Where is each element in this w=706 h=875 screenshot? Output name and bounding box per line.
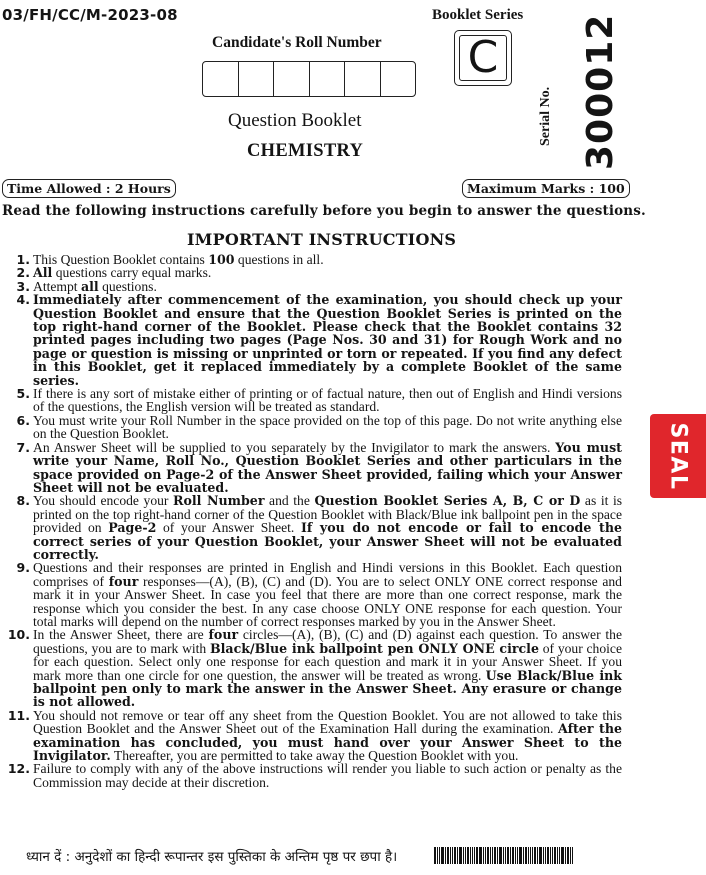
serial-number: 300012 (580, 13, 621, 170)
barcode-bar (539, 847, 542, 864)
barcode-bar (474, 847, 475, 864)
barcode-bar (557, 847, 558, 864)
barcode-bar (472, 847, 473, 864)
barcode-bar (543, 847, 544, 864)
barcode-bar (550, 847, 551, 864)
barcode-bar (517, 847, 518, 864)
barcode-bar (439, 847, 440, 864)
barcode-bar (490, 847, 491, 864)
instruction-text (33, 561, 622, 628)
barcode-bar (552, 847, 553, 864)
instruction-bold-text: Use Black/Blue ink ballpoint pen only to mark the answer in the Answer Sheet. Any erasure or change is not allowed. (33, 667, 622, 710)
barcode-bar (494, 847, 496, 864)
instructions-heading: IMPORTANT INSTRUCTIONS (187, 230, 457, 249)
instruction-plain-text: This Question Booklet contains (33, 252, 209, 267)
barcode-bar (465, 847, 466, 864)
instruction-plain-text: Failure to comply with any of the above instructions will render you liable to such action or penalty as the Commission may decide at their discretion. (33, 761, 622, 790)
barcode-bar (532, 847, 533, 864)
barcode-bar (528, 847, 529, 864)
barcode-bar (554, 847, 556, 864)
barcode-bar (570, 847, 571, 864)
instruction-bold-text: four (108, 573, 139, 589)
barcode-bar (483, 847, 484, 864)
roll-digit-box[interactable] (239, 62, 275, 96)
instruction-bold-text: Immediately after commencement of the examination, you should check up your Question Booklet and ensure that the Question Booklet Series is printed on the top right-hand corner of the Booklet. Please check that the Booklet contains 32 printed pages including two pages (Page Nos. 30 and 31) for Rough Work and no page or question is missing or unprinted or torn or repeated. If you find any defect in this Booklet, get it replaced immediately by a complete Booklet of the same series. (33, 292, 622, 388)
instruction-text (33, 280, 622, 293)
instruction-plain-text: questions in all. (234, 252, 324, 267)
barcode-bar (457, 847, 458, 864)
instructions-list (4, 253, 622, 789)
barcode-bar (525, 847, 527, 864)
maximum-marks: Maximum Marks : 100 (462, 179, 630, 198)
barcode-bar (450, 847, 451, 864)
barcode-bar (515, 847, 516, 864)
instruction-plain-text: questions carry equal marks. (52, 265, 212, 281)
instruction-plain-text: Attempt (33, 278, 81, 294)
barcode-bar (512, 847, 514, 864)
barcode-bar (537, 847, 538, 864)
roll-digit-box[interactable] (274, 62, 310, 96)
instruction-item (4, 414, 622, 441)
roll-digit-box[interactable] (310, 62, 346, 96)
instruction-bold-text: Black/Blue ink ballpoint pen ONLY ONE circle (210, 640, 539, 656)
instruction-plain-text: Questions and their responses are printed in English and Hindi versions in this Booklet. Each question comprises of (33, 560, 622, 589)
instruction-text (33, 293, 622, 387)
instruction-item (4, 280, 622, 293)
barcode-bar (476, 847, 478, 864)
instruction-number: 1. (16, 252, 30, 267)
instruction-plain-text: If there is any sort of mistake either of printing or of factual nature, then out of English and Hindi versions of the questions, the English version will be treated as standard. (33, 386, 622, 415)
barcode-bar (534, 847, 536, 864)
instruction-bold-text: Question Booklet Series A, B, C or D (314, 493, 581, 509)
instruction-text (33, 628, 622, 708)
instruction-bold-text: All (33, 265, 53, 281)
barcode-image (434, 847, 620, 864)
instruction-plain-text: You should not remove or tear off any sheet from the Question Booklet. You are not allowed to take this Question Booklet and the Answer Sheet out of the Examination Hall during the examination. (33, 707, 622, 737)
barcode-bar (463, 847, 464, 864)
barcode-bar (447, 847, 449, 864)
instruction-item (4, 494, 622, 561)
booklet-code: 03/FH/CC/M-2023-08 (2, 6, 178, 24)
barcode-bar (434, 847, 436, 864)
read-instruction: Read the following instructions carefully before you begin to answer the questions. (2, 203, 646, 219)
instruction-bold-text: all (80, 278, 99, 294)
instruction-plain-text: An Answer Sheet will be supplied to you separately by the Invigilator to mark the answers. (33, 439, 556, 455)
barcode-bar (545, 847, 546, 864)
instruction-number: 11. (7, 707, 30, 723)
instruction-item (4, 266, 622, 279)
instruction-number: 10. (7, 627, 30, 643)
instruction-plain-text: In the Answer Sheet, there are (33, 627, 209, 643)
barcode-bar (559, 847, 560, 864)
roll-digit-box[interactable] (203, 62, 239, 96)
instruction-plain-text: and the (264, 493, 315, 509)
barcode-bar (454, 847, 456, 864)
instruction-bold-text: If you do not encode or fail to encode the correct series of your Question Booklet, your Answer Sheet will not be evaluated correctly. (33, 520, 622, 562)
instruction-number: 3. (16, 278, 30, 294)
instruction-plain-text: Thereafter, you are permitted to take away the Question Booklet with you. (110, 748, 519, 764)
barcode-bar (519, 847, 522, 864)
instruction-plain-text: You should encode your (33, 493, 174, 509)
instruction-item (4, 762, 622, 789)
subject-title: CHEMISTRY (247, 141, 364, 161)
barcode-bar (499, 847, 502, 864)
barcode-bar (459, 847, 462, 864)
time-allowed: Time Allowed : 2 Hours (2, 179, 176, 198)
instruction-text (33, 266, 622, 279)
instruction-bold-text: 100 (208, 252, 235, 267)
instruction-item (4, 441, 622, 495)
instruction-item (4, 709, 622, 763)
booklet-series-label: Booklet Series (432, 7, 524, 23)
instruction-bold-text: Page-2 (108, 520, 157, 536)
instruction-number: 2. (16, 265, 30, 281)
barcode-bar (503, 847, 504, 864)
instruction-item (4, 387, 622, 414)
barcode-bar (510, 847, 511, 864)
barcode-bar (567, 847, 569, 864)
instruction-plain-text: as it is printed on the top right-hand corner of the Question Booklet with Black/Blue ink ballpoint pen in the space provided on (33, 493, 623, 536)
roll-number-label: Candidate's Roll Number (212, 34, 382, 51)
instruction-item (4, 293, 622, 387)
instruction-text (33, 387, 622, 414)
barcode-bar (530, 847, 531, 864)
instruction-number: 12. (7, 761, 30, 777)
instruction-text (33, 709, 622, 763)
instruction-plain-text: questions. (98, 278, 157, 294)
instruction-plain-text: responses—(A), (B), (C) and (D). You are to select ONLY ONE correct response and mark it in your Answer Sheet. In case you feel that there are more than one correct response, mark the response which you consider the best. In any case choose ONLY ONE response for each question. Your total marks will depend on the number of correct responses marked by you in the Answer Sheet. (33, 573, 622, 629)
instruction-plain-text: You must write your Roll Number in the space provided on the top of this page. Do not write anything else on the Question Booklet. (33, 412, 622, 442)
barcode-bar (561, 847, 564, 864)
roll-number-boxes[interactable] (202, 61, 416, 97)
instruction-text (33, 762, 622, 789)
series-letter-box (454, 30, 512, 86)
instruction-text (33, 253, 622, 266)
instruction-number: 7. (16, 439, 30, 455)
instruction-plain-text: circles—(A), (B), (C) and (D) against each question. To answer the questions, you are to mark with (33, 627, 623, 656)
instruction-text (33, 441, 622, 495)
barcode-bar (437, 847, 438, 864)
booklet-title: Question Booklet (228, 110, 362, 131)
barcode-bar (523, 847, 524, 864)
roll-digit-box[interactable] (345, 62, 381, 96)
barcode-bar (572, 847, 573, 864)
barcode-bar (547, 847, 549, 864)
barcode-bar (452, 847, 453, 864)
seal-tab[interactable] (650, 414, 706, 498)
barcode-bar (470, 847, 471, 864)
instruction-bold-text: You must write your Name, Roll No., Question Booklet Series and other particulars in the space provided on Page-2 of the Answer Sheet provided, failing which your Answer Sheet will not be evaluated. (33, 439, 622, 495)
barcode-bar (505, 847, 506, 864)
hindi-note: ध्यान दें : अनुदेशों का हिन्दी रूपान्तर इस पुस्तिका के अन्तिम पृष्ठ पर छपा है। (26, 849, 398, 865)
barcode-bar (492, 847, 493, 864)
barcode-bar (507, 847, 509, 864)
instruction-plain-text: of your Answer Sheet. (156, 520, 301, 536)
instruction-bold-text: four (208, 627, 239, 643)
instruction-number: 4. (16, 292, 30, 308)
instruction-item (4, 628, 622, 708)
seal-label: SEAL (665, 422, 691, 490)
instruction-text (33, 494, 622, 561)
instruction-bold-text: After the examination has concluded, you must hand over your Answer Sheet to the Invigilator. (33, 721, 622, 764)
series-letter: C (459, 35, 507, 81)
barcode-bar (487, 847, 489, 864)
barcode-bar (565, 847, 566, 864)
instruction-number: 9. (16, 560, 30, 576)
barcode-bar (479, 847, 482, 864)
instruction-number: 8. (16, 493, 30, 509)
instruction-item (4, 253, 622, 266)
instruction-text (33, 414, 622, 441)
serial-label: Serial No. (538, 86, 553, 146)
roll-digit-box[interactable] (381, 62, 416, 96)
instruction-item (4, 561, 622, 628)
barcode-bar (445, 847, 446, 864)
barcode-bar (441, 847, 444, 864)
barcode-bar (485, 847, 486, 864)
instruction-number: 5. (16, 386, 30, 402)
barcode-bar (497, 847, 498, 864)
instruction-number: 6. (16, 412, 30, 428)
barcode-bar (467, 847, 469, 864)
instruction-bold-text: Roll Number (173, 493, 265, 509)
instruction-plain-text: of your choice for each question. Select only one response for each question and mark it in your Answer Sheet. If you mark more than one circle for one question, the answer will be treated as wrong. (33, 640, 622, 683)
